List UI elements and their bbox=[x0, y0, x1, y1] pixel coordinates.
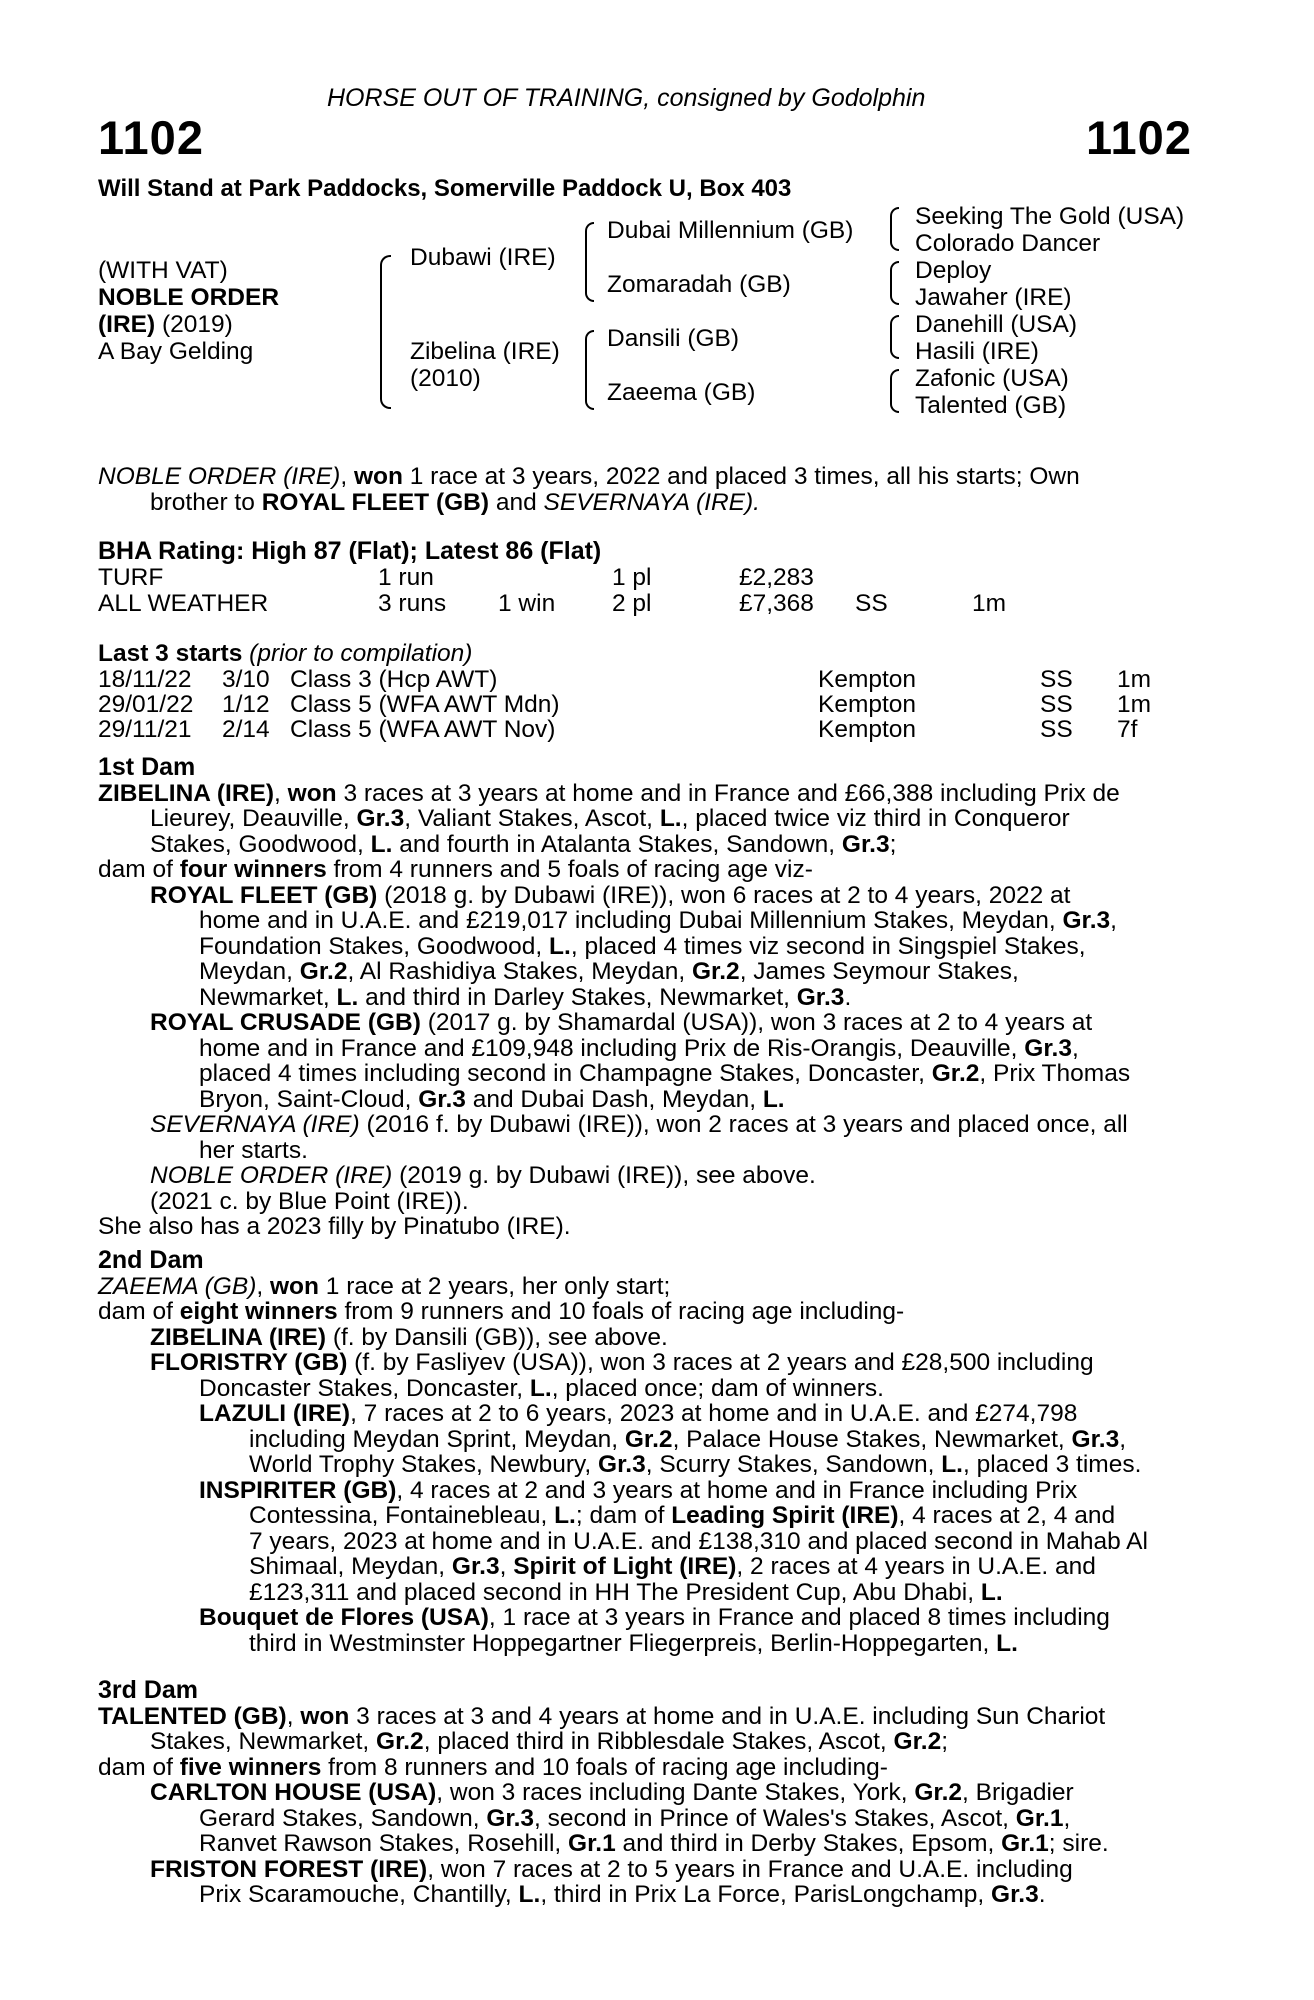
stand-location: Will Stand at Park Paddocks, Somerville Paddock U, Box 403 bbox=[98, 175, 792, 202]
ggp-2: Colorado Dancer bbox=[915, 230, 1101, 257]
start-date: 18/11/22 bbox=[98, 666, 192, 693]
start-going: SS bbox=[1040, 716, 1073, 743]
sire: Dubawi (IRE) bbox=[410, 244, 556, 271]
record-distance: 1m bbox=[972, 590, 1007, 617]
pedigree-brace-g4 bbox=[890, 369, 899, 413]
horse-description: A Bay Gelding bbox=[98, 338, 254, 365]
lot-number-left: 1102 bbox=[98, 111, 204, 164]
ggp-7: Zafonic (USA) bbox=[915, 365, 1069, 392]
horse-origin-year: (IRE) (2019) bbox=[98, 311, 233, 338]
record-runs: 1 run bbox=[378, 564, 434, 591]
section-heading: 1st Dam bbox=[98, 753, 196, 781]
start-race: Class 5 (WFA AWT Mdn) bbox=[290, 691, 560, 718]
ggp-8: Talented (GB) bbox=[915, 392, 1067, 419]
section-heading: 3rd Dam bbox=[98, 1676, 199, 1704]
start-date: 29/11/21 bbox=[98, 716, 192, 743]
pedigree-brace-g3 bbox=[890, 315, 899, 359]
pedigree-brace-main bbox=[380, 255, 391, 409]
ggp-6: Hasili (IRE) bbox=[915, 338, 1039, 365]
granddam-paternal: Zomaradah (GB) bbox=[607, 271, 791, 298]
start-distance: 7f bbox=[1117, 716, 1138, 743]
start-going: SS bbox=[1040, 691, 1073, 718]
ggp-5: Danehill (USA) bbox=[915, 311, 1078, 338]
granddam-maternal: Zaeema (GB) bbox=[607, 379, 756, 406]
vat-note: (WITH VAT) bbox=[98, 257, 228, 284]
start-date: 29/01/22 bbox=[98, 691, 194, 718]
start-position: 3/10 bbox=[222, 666, 270, 693]
record-going: SS bbox=[855, 590, 888, 617]
record-prize: £2,283 bbox=[739, 564, 814, 591]
record-placed: 1 pl bbox=[612, 564, 652, 591]
grandsire-maternal: Dansili (GB) bbox=[607, 325, 740, 352]
record-wins: 1 win bbox=[498, 590, 556, 617]
ggp-4: Jawaher (IRE) bbox=[915, 284, 1072, 311]
record-placed: 2 pl bbox=[612, 590, 652, 617]
pedigree-brace-g2 bbox=[890, 261, 899, 305]
start-course: Kempton bbox=[818, 666, 917, 693]
horse-name: NOBLE ORDER bbox=[98, 284, 280, 311]
dam: Zibelina (IRE) bbox=[410, 338, 560, 365]
lot-number-right: 1102 bbox=[1086, 111, 1192, 164]
section-heading: 2nd Dam bbox=[98, 1246, 204, 1274]
start-race: Class 3 (Hcp AWT) bbox=[290, 666, 498, 693]
start-distance: 1m bbox=[1117, 691, 1152, 718]
record-surface: TURF bbox=[98, 564, 164, 591]
grandsire-paternal: Dubai Millennium (GB) bbox=[607, 217, 854, 244]
third-dam-section: 3rd Dam TALENTED (GB), won 3 races at 3 and 4 years at home and in U.A.E. including Sun Chariot Stakes, Newmarket, Gr.2, placed third in Ribblesdale Stakes, Ascot, Gr.2; dam of five winners from 8 runners and 10 foals of racing age including- CARLTON HOUSE (USA), won 3 races including Dante Stakes, York, Gr.2, Brigadier Gerard Stakes, Sandown, Gr.3, second in Prince of Wales's Stakes, Ascot, Gr.1, Ranvet Rawson Stakes, Rosehill, Gr.1 and third in Derby Stakes, Epsom, Gr.1; sire. FRISTON FOREST (IRE), won 7 races at 2 to 5 years in France and U.A.E. including Prix Scaramouche, Chantilly, L., third in Prix La Force, ParisLongchamp, Gr.3. bbox=[98, 1678, 1200, 1908]
pedigree-brace-g1 bbox=[890, 207, 899, 251]
record-runs: 3 runs bbox=[378, 590, 447, 617]
dam-year: (2010) bbox=[410, 365, 481, 392]
race-summary: NOBLE ORDER (IRE), won 1 race at 3 years, 2022 and placed 3 times, all his starts; Own brother to ROYAL FLEET (GB) and SEVERNAYA (IRE). bbox=[98, 463, 1080, 516]
first-dam-section: 1st Dam ZIBELINA (IRE), won 3 races at 3 years at home and in France and £66,388 including Prix de Lieurey, Deauville, Gr.3, Valiant Stakes, Ascot, L., placed twice viz third in Conqueror Stakes, Goodwood, L. and fourth in Atalanta Stakes, Sandown, Gr.3; dam of four winners from 4 runners and 5 foals of racing age viz- ROYAL FLEET (GB) (2018 g. by Dubawi (IRE)), won 6 races at 2 to 4 years, 2022 at home and in U.A.E. and £219,017 including Dubai Millennium Stakes, Meydan, Gr.3, Foundation Stakes, Goodwood, L., placed 4 times viz second in Singspiel Stakes, Meydan, Gr.2, Al Rashidiya Stakes, Meydan, Gr.2, James Seymour Stakes, Newmarket, L. and third in Darley Stakes, Newmarket, Gr.3. ROYAL CRUSADE (GB) (2017 g. by Shamardal (USA)), won 3 races at 2 to 4 years at home and in France and £109,948 including Prix de Ris-Orangis, Deauville, Gr.3, placed 4 times including second in Champagne Stakes, Doncaster, Gr.2, Prix Thomas Bryon, Saint-Cloud, Gr.3 and Dubai Dash, Meydan, L. SEVERNAYA (IRE) (2016 f. by Dubawi (IRE)), won 2 races at 3 years and placed once, all her starts. NOBLE ORDER (IRE) (2019 g. by Dubawi (IRE)), see above. (2021 c. by Blue Point (IRE)). She also has a 2023 filly by Pinatubo (IRE). bbox=[98, 755, 1200, 1240]
start-course: Kempton bbox=[818, 691, 917, 718]
record-prize: £7,368 bbox=[739, 590, 814, 617]
pedigree-brace-dam bbox=[585, 330, 594, 410]
last-starts-heading: Last 3 starts (prior to compilation) bbox=[98, 640, 473, 667]
catalogue-heading: HORSE OUT OF TRAINING, consigned by Godolphin bbox=[327, 84, 926, 112]
pedigree-brace-sire bbox=[585, 222, 594, 302]
start-going: SS bbox=[1040, 666, 1073, 693]
start-position: 2/14 bbox=[222, 716, 270, 743]
ggp-3: Deploy bbox=[915, 257, 992, 284]
start-distance: 1m bbox=[1117, 666, 1152, 693]
ggp-1: Seeking The Gold (USA) bbox=[915, 203, 1185, 230]
start-race: Class 5 (WFA AWT Nov) bbox=[290, 716, 556, 743]
second-dam-section: 2nd Dam ZAEEMA (GB), won 1 race at 2 years, her only start; dam of eight winners from 9 runners and 10 foals of racing age including- ZIBELINA (IRE) (f. by Dansili (GB)), see above. FLORISTRY (GB) (f. by Fasliyev (USA)), won 3 races at 2 years and £28,500 including Doncaster Stakes, Doncaster, L., placed once; dam of winners. LAZULI (IRE), 7 races at 2 to 6 years, 2023 at home and in U.A.E. and £274,798 including Meydan Sprint, Meydan, Gr.2, Palace House Stakes, Newmarket, Gr.3, World Trophy Stakes, Newbury, Gr.3, Scurry Stakes, Sandown, L., placed 3 times. INSPIRITER (GB), 4 races at 2 and 3 years at home and in France including Prix Contessina, Fontainebleau, L.; dam of Leading Spirit (IRE), 4 races at 2, 4 and 7 years, 2023 at home and in U.A.E. and £138,310 and placed second in Mahab Al Shimaal, Meydan, Gr.3, Spirit of Light (IRE), 2 races at 4 years in U.A.E. and £123,311 and placed second in HH The President Cup, Abu Dhabi, L. Bouquet de Flores (USA), 1 race at 3 years in France and placed 8 times including third in Westminster Hoppegartner Fliegerpreis, Berlin-Hoppegarten, L. bbox=[98, 1248, 1200, 1656]
start-position: 1/12 bbox=[222, 691, 270, 718]
record-surface: ALL WEATHER bbox=[98, 590, 269, 617]
start-course: Kempton bbox=[818, 716, 917, 743]
bha-rating: BHA Rating: High 87 (Flat); Latest 86 (Flat) bbox=[98, 537, 602, 565]
